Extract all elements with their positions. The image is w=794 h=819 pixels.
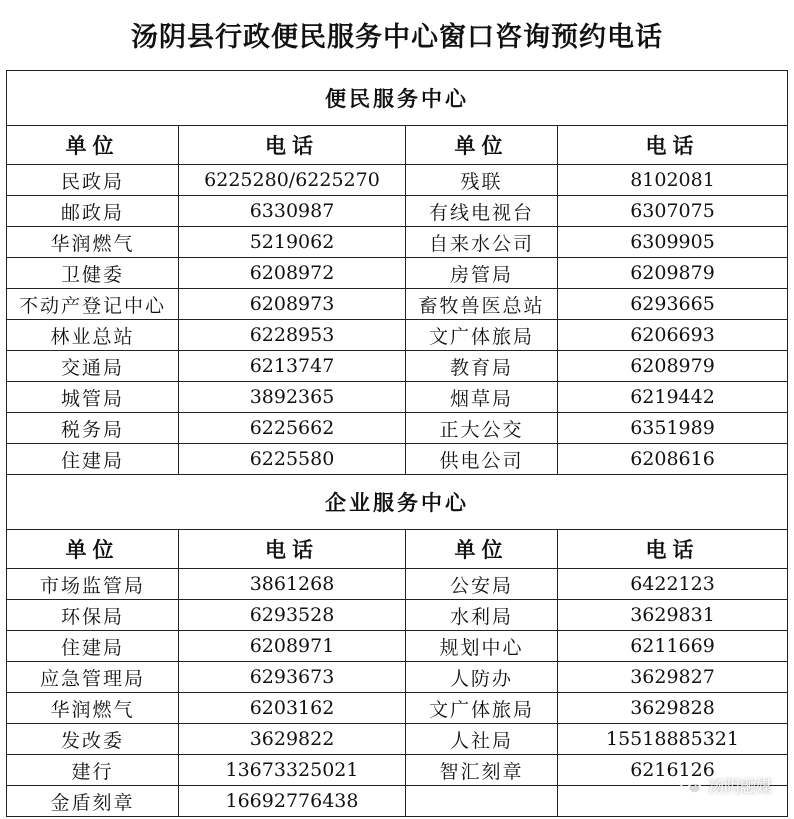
- unit-name: 规划中心: [406, 631, 558, 662]
- phone-number: 6351989: [558, 413, 788, 444]
- phone-number: 6206693: [558, 320, 788, 351]
- phone-number: 3629828: [558, 693, 788, 724]
- phone-number: 6219442: [558, 382, 788, 413]
- phone-number: 6208616: [558, 444, 788, 475]
- phone-number: 3629831: [558, 600, 788, 631]
- table-row: [7, 693, 788, 724]
- phone-number: 6330987: [179, 196, 406, 227]
- phone-number: 13673325021: [179, 755, 406, 786]
- table-row: [7, 165, 788, 196]
- phone-number: 5219062: [179, 227, 406, 258]
- unit-name: 人社局: [406, 724, 558, 755]
- phone-number: 16692776438: [179, 786, 406, 817]
- unit-name: 发改委: [7, 724, 179, 755]
- phone-number: 6211669: [558, 631, 788, 662]
- section-title: 便民服务中心: [7, 71, 788, 126]
- phone-number: 15518885321: [558, 724, 788, 755]
- phone-directory-table: [6, 70, 788, 817]
- unit-name: 林业总站: [7, 320, 179, 351]
- table-row: [7, 600, 788, 631]
- phone-number: 6225662: [179, 413, 406, 444]
- phone-number: 6293528: [179, 600, 406, 631]
- unit-name: 建行: [7, 755, 179, 786]
- table-row: [7, 196, 788, 227]
- unit-name: 环保局: [7, 600, 179, 631]
- unit-name: 有线电视台: [406, 196, 558, 227]
- unit-name: 民政局: [7, 165, 179, 196]
- table-row: [7, 289, 788, 320]
- table-row: [7, 227, 788, 258]
- unit-name: 畜牧兽医总站: [406, 289, 558, 320]
- phone-number: 6208979: [558, 351, 788, 382]
- column-header-phone: 电话: [179, 530, 406, 569]
- phone-number: 3892365: [179, 382, 406, 413]
- column-header-phone: 电话: [558, 126, 788, 165]
- phone-number: 3629827: [558, 662, 788, 693]
- table-row: [7, 786, 788, 817]
- unit-name: 华润燃气: [7, 227, 179, 258]
- unit-name: 市场监管局: [7, 569, 179, 600]
- table-row: [7, 631, 788, 662]
- unit-name: 华润燃气: [7, 693, 179, 724]
- phone-number: 6225280/6225270: [179, 165, 406, 196]
- unit-name: [406, 786, 558, 817]
- phone-number: 8102081: [558, 165, 788, 196]
- header-row: [7, 530, 788, 569]
- column-header-unit: 单位: [406, 530, 558, 569]
- table-row: [7, 724, 788, 755]
- column-header-phone: 电话: [179, 126, 406, 165]
- column-header-phone: 电话: [558, 530, 788, 569]
- unit-name: 交通局: [7, 351, 179, 382]
- unit-name: 不动产登记中心: [7, 289, 179, 320]
- phone-number: 6208972: [179, 258, 406, 289]
- unit-name: 文广体旅局: [406, 320, 558, 351]
- phone-number: 6307075: [558, 196, 788, 227]
- column-header-unit: 单位: [7, 126, 179, 165]
- table-row: [7, 444, 788, 475]
- section-title: 企业服务中心: [7, 475, 788, 530]
- unit-name: 自来水公司: [406, 227, 558, 258]
- unit-name: 金盾刻章: [7, 786, 179, 817]
- unit-name: 住建局: [7, 631, 179, 662]
- unit-name: 正大公交: [406, 413, 558, 444]
- table-row: [7, 382, 788, 413]
- phone-number: 6213747: [179, 351, 406, 382]
- phone-number: 3861268: [179, 569, 406, 600]
- phone-number: 6216126: [558, 755, 788, 786]
- table-row: [7, 320, 788, 351]
- unit-name: 邮政局: [7, 196, 179, 227]
- phone-number: 3629822: [179, 724, 406, 755]
- column-header-unit: 单位: [406, 126, 558, 165]
- wechat-icon: [680, 776, 702, 795]
- unit-name: 烟草局: [406, 382, 558, 413]
- phone-number: 6209879: [558, 258, 788, 289]
- table-row: [7, 413, 788, 444]
- phone-number: 6225580: [179, 444, 406, 475]
- page-title: 汤阴县行政便民服务中心窗口咨询预约电话: [131, 21, 663, 53]
- phone-number: 6208973: [179, 289, 406, 320]
- table-row: [7, 258, 788, 289]
- phone-number: 6203162: [179, 693, 406, 724]
- table-row: [7, 755, 788, 786]
- watermark-text: 汤阴融媒: [707, 777, 772, 796]
- unit-name: 城管局: [7, 382, 179, 413]
- phone-number: 6293673: [179, 662, 406, 693]
- column-header-unit: 单位: [7, 530, 179, 569]
- table-row: [7, 662, 788, 693]
- unit-name: 房管局: [406, 258, 558, 289]
- unit-name: 教育局: [406, 351, 558, 382]
- unit-name: 人防办: [406, 662, 558, 693]
- unit-name: 住建局: [7, 444, 179, 475]
- phone-number: 6309905: [558, 227, 788, 258]
- unit-name: 税务局: [7, 413, 179, 444]
- section-title-row: [7, 71, 788, 126]
- phone-number: 6228953: [179, 320, 406, 351]
- header-row: [7, 126, 788, 165]
- unit-name: 公安局: [406, 569, 558, 600]
- section-title-row: [7, 475, 788, 530]
- phone-number: 6208971: [179, 631, 406, 662]
- unit-name: 文广体旅局: [406, 693, 558, 724]
- unit-name: 卫健委: [7, 258, 179, 289]
- table-row: [7, 569, 788, 600]
- unit-name: 水利局: [406, 600, 558, 631]
- phone-number: 6293665: [558, 289, 788, 320]
- unit-name: 应急管理局: [7, 662, 179, 693]
- table-row: [7, 351, 788, 382]
- unit-name: 残联: [406, 165, 558, 196]
- unit-name: 供电公司: [406, 444, 558, 475]
- unit-name: 智汇刻章: [406, 755, 558, 786]
- watermark: [680, 774, 772, 797]
- phone-number: 6422123: [558, 569, 788, 600]
